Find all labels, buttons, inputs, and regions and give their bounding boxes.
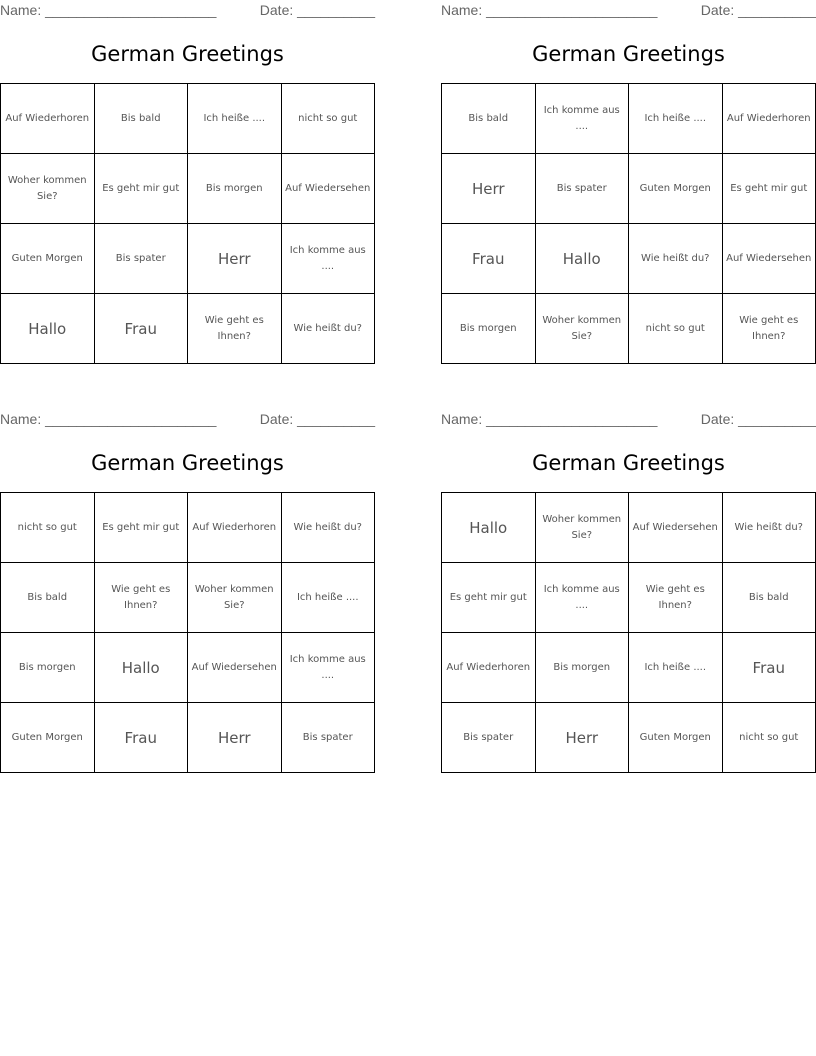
grid-row (442, 633, 816, 703)
grid-row (442, 703, 816, 773)
grid-cell: Hallo (94, 633, 188, 703)
grid-cell: Bis spater (442, 703, 536, 773)
grid-cell: Woher kommen Sie? (535, 493, 629, 563)
grid-row (1, 224, 375, 294)
header-line (0, 2, 375, 20)
name-field[interactable]: Name: ______________________ (441, 2, 658, 18)
grid-cell: Es geht mir gut (94, 154, 188, 224)
grid-cell: Bis morgen (442, 294, 536, 364)
date-field[interactable]: Date: __________ (259, 411, 375, 427)
grid-cell: Ich heiße .... (188, 84, 282, 154)
grid-row (442, 154, 816, 224)
grid-row (1, 84, 375, 154)
card-title: German Greetings (91, 42, 284, 66)
grid-cell: Herr (188, 224, 282, 294)
grid-cell: Woher kommen Sie? (188, 563, 282, 633)
card-title: German Greetings (532, 451, 725, 475)
bingo-grid (441, 492, 816, 773)
grid-cell: Auf Wiederhoren (722, 84, 816, 154)
grid-cell: Es geht mir gut (442, 563, 536, 633)
date-field[interactable]: Date: __________ (700, 2, 816, 18)
grid-cell: Wie geht es Ihnen? (722, 294, 816, 364)
grid-cell: Bis morgen (535, 633, 629, 703)
grid-cell: Hallo (1, 294, 95, 364)
grid-cell: Bis morgen (188, 154, 282, 224)
grid-cell: Ich komme aus .... (281, 224, 375, 294)
grid-cell: Hallo (535, 224, 629, 294)
grid-cell: Bis bald (442, 84, 536, 154)
grid-row (1, 154, 375, 224)
grid-row (442, 563, 816, 633)
grid-cell: Guten Morgen (1, 703, 95, 773)
header-line (0, 411, 375, 429)
grid-row (1, 294, 375, 364)
grid-cell: Wie heißt du? (281, 493, 375, 563)
grid-row (442, 224, 816, 294)
grid-cell: Wie geht es Ihnen? (188, 294, 282, 364)
grid-cell: Es geht mir gut (94, 493, 188, 563)
grid-cell: Ich komme aus .... (535, 84, 629, 154)
grid-cell: Wie geht es Ihnen? (629, 563, 723, 633)
name-field[interactable]: Name: ______________________ (0, 411, 217, 427)
grid-cell: nicht so gut (722, 703, 816, 773)
grid-cell: Ich heiße .... (629, 84, 723, 154)
card-title: German Greetings (91, 451, 284, 475)
grid-cell: Wie heißt du? (722, 493, 816, 563)
date-field[interactable]: Date: __________ (700, 411, 816, 427)
grid-cell: Bis spater (281, 703, 375, 773)
grid-cell: Ich komme aus .... (535, 563, 629, 633)
grid-cell: Bis morgen (1, 633, 95, 703)
grid-cell: Herr (188, 703, 282, 773)
grid-cell: Guten Morgen (629, 703, 723, 773)
grid-cell: Bis spater (94, 224, 188, 294)
grid-cell: Guten Morgen (1, 224, 95, 294)
grid-cell: Wie heißt du? (281, 294, 375, 364)
bingo-grid (0, 83, 375, 364)
name-field[interactable]: Name: ______________________ (441, 411, 658, 427)
name-field[interactable]: Name: ______________________ (0, 2, 217, 18)
bingo-grid (441, 83, 816, 364)
grid-cell: Auf Wiederhoren (188, 493, 282, 563)
bingo-grid (0, 492, 375, 773)
grid-cell: Auf Wiedersehen (188, 633, 282, 703)
grid-cell: Frau (94, 703, 188, 773)
grid-cell: Frau (94, 294, 188, 364)
grid-cell: Woher kommen Sie? (535, 294, 629, 364)
grid-cell: Auf Wiedersehen (722, 224, 816, 294)
grid-cell: Woher kommen Sie? (1, 154, 95, 224)
grid-cell: Herr (442, 154, 536, 224)
grid-cell: Ich heiße .... (281, 563, 375, 633)
grid-row (1, 493, 375, 563)
grid-row (442, 493, 816, 563)
grid-cell: Auf Wiedersehen (281, 154, 375, 224)
card-title: German Greetings (532, 42, 725, 66)
grid-cell: Bis bald (94, 84, 188, 154)
grid-cell: nicht so gut (629, 294, 723, 364)
grid-cell: Hallo (442, 493, 536, 563)
grid-cell: nicht so gut (1, 493, 95, 563)
header-line (441, 2, 816, 20)
grid-cell: Frau (722, 633, 816, 703)
grid-cell: Ich heiße .... (629, 633, 723, 703)
grid-row (1, 703, 375, 773)
grid-cell: Auf Wiederhoren (1, 84, 95, 154)
header-line (441, 411, 816, 429)
grid-cell: Bis bald (1, 563, 95, 633)
grid-cell: Bis spater (535, 154, 629, 224)
grid-cell: Auf Wiedersehen (629, 493, 723, 563)
grid-cell: nicht so gut (281, 84, 375, 154)
grid-cell: Wie heißt du? (629, 224, 723, 294)
grid-cell: Bis bald (722, 563, 816, 633)
grid-cell: Auf Wiederhoren (442, 633, 536, 703)
grid-cell: Ich komme aus .... (281, 633, 375, 703)
grid-cell: Wie geht es Ihnen? (94, 563, 188, 633)
grid-cell: Frau (442, 224, 536, 294)
date-field[interactable]: Date: __________ (259, 2, 375, 18)
grid-row (442, 84, 816, 154)
grid-row (442, 294, 816, 364)
grid-cell: Es geht mir gut (722, 154, 816, 224)
grid-row (1, 563, 375, 633)
grid-row (1, 633, 375, 703)
grid-cell: Herr (535, 703, 629, 773)
grid-cell: Guten Morgen (629, 154, 723, 224)
